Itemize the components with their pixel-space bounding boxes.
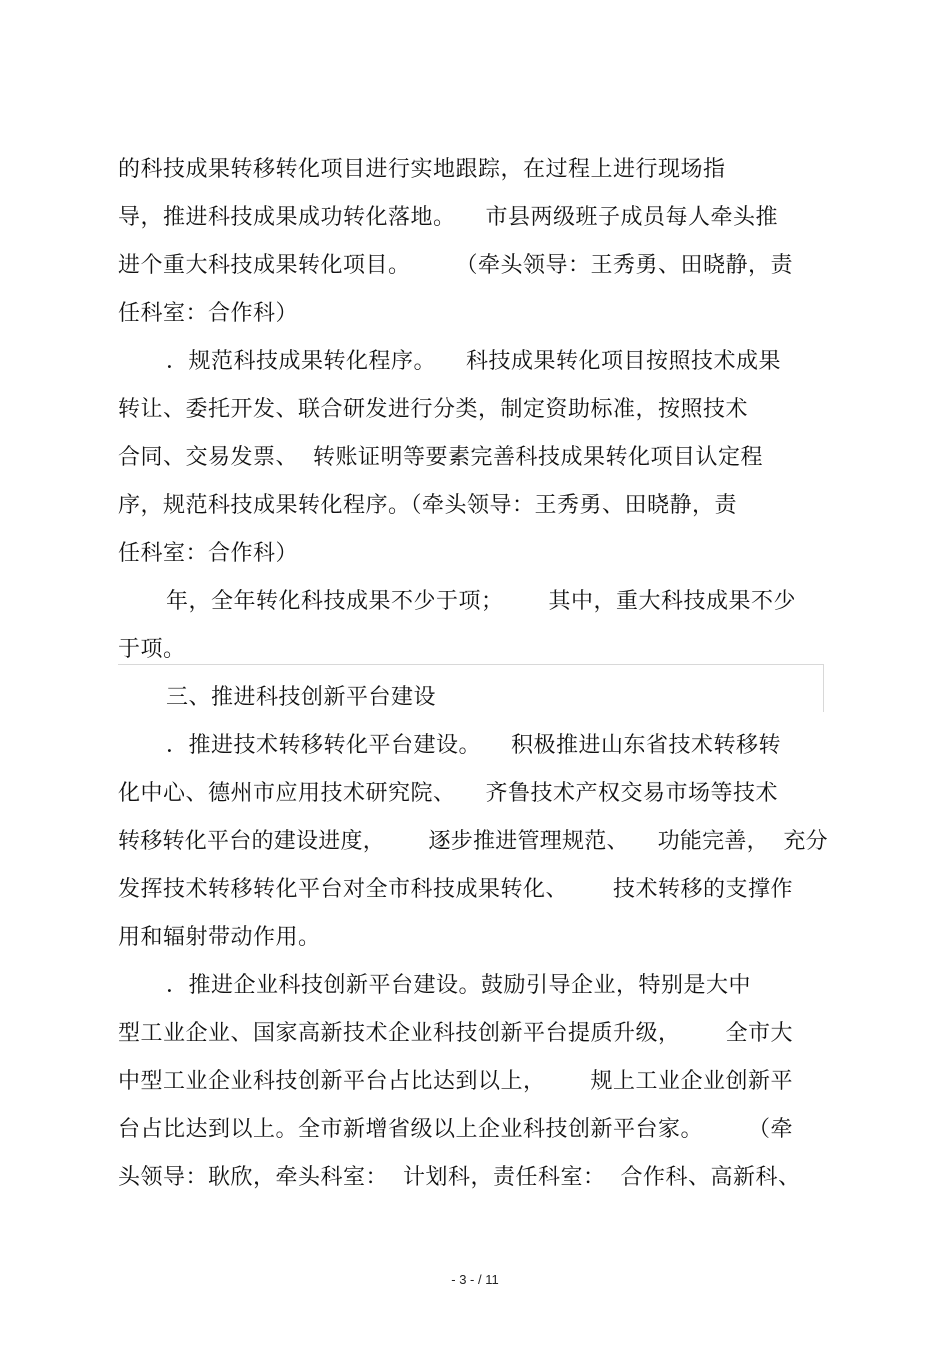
- body-line: 转移转化平台的建设进度， 逐步推进管理规范、 功能完善， 充分: [118, 829, 828, 854]
- body-line: 的科技成果转移转化项目进行实地跟踪，在过程上进行现场指: [118, 157, 726, 182]
- body-line: 发挥技术转移转化平台对全市科技成果转化、 技术转移的支撑作: [118, 877, 793, 902]
- body-line: 头领导：耿欣，牵头科室： 计划科，责任科室： 合作科、高新科、: [118, 1165, 801, 1190]
- body-line: 于项。: [118, 637, 186, 662]
- body-line: 任科室：合作科）: [118, 301, 299, 326]
- body-line: ．推进企业科技创新平台建设。鼓励引导企业，特别是大中: [166, 973, 752, 998]
- body-line: 年，全年转化科技成果不少于项； 其中，重大科技成果不少: [166, 589, 796, 614]
- body-line: 用和辐射带动作用。: [118, 925, 321, 950]
- body-line: 导，推进科技成果成功转化落地。 市县两级班子成员每人牵头推: [118, 205, 778, 230]
- body-line: 化中心、德州市应用技术研究院、 齐鲁技术产权交易市场等技术: [118, 781, 778, 806]
- section-heading: 三、推进科技创新平台建设: [166, 685, 437, 710]
- body-line: 进个重大科技成果转化项目。 （牵头领导：王秀勇、田晓静，责: [118, 253, 793, 278]
- body-line: 转让、委托开发、联合研发进行分类，制定资助标准，按照技术: [118, 397, 749, 422]
- body-line: 台占比达到以上。全市新增省级以上企业科技创新平台家。 （牵: [118, 1117, 793, 1142]
- body-line: 型工业企业、国家高新技术企业科技创新平台提质升级， 全市大: [118, 1021, 793, 1046]
- body-line: 序，规范科技成果转化程序。（牵头领导：王秀勇、田晓静，责: [118, 493, 738, 518]
- body-line: ．规范科技成果转化程序。 科技成果转化项目按照技术成果: [166, 349, 781, 374]
- page-number: - 3 - / 11: [451, 1272, 499, 1287]
- body-line: 合同、交易发票、 转账证明等要素完善科技成果转化项目认定程: [118, 445, 763, 470]
- body-line: ．推进技术转移转化平台建设。 积极推进山东省技术转移转: [166, 733, 781, 758]
- divider-line: [823, 664, 824, 712]
- divider-line: [118, 664, 824, 665]
- body-line: 中型工业企业科技创新平台占比达到以上， 规上工业企业创新平: [118, 1069, 793, 1094]
- body-line: 任科室：合作科）: [118, 541, 299, 566]
